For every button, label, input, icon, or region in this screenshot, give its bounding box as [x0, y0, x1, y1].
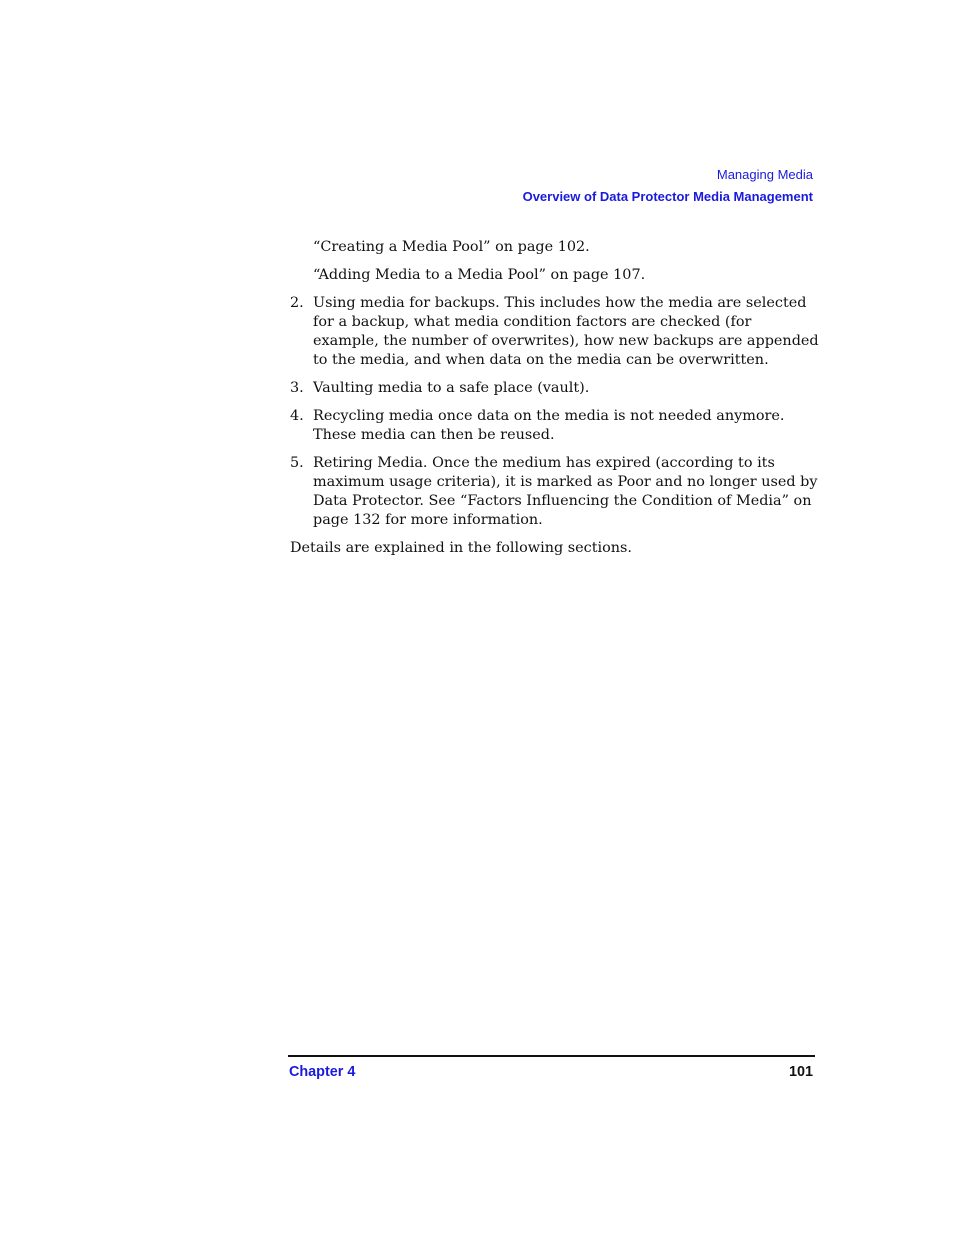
steps-list: [290, 294, 820, 530]
list-item: [290, 407, 820, 445]
header-section-title: Managing Media: [716, 167, 813, 182]
closing-paragraph: Details are explained in the following sections.: [290, 540, 632, 556]
list-item-number: 2.: [290, 295, 304, 311]
footer-divider: [288, 1055, 815, 1057]
page-body: [290, 238, 820, 558]
list-item-text: Using media for backups. This includes how the media are selected for a backup, what media condition factors are checked (for example, the number of overwrites), how new backups are appended to the media, and when data on the media can be overwritten.: [313, 295, 819, 368]
cross-reference-adding-media[interactable]: “Adding Media to a Media Pool” on page 107.: [313, 267, 646, 283]
list-item: [290, 379, 820, 398]
list-item-text: Retiring Media. Once the medium has expired (according to its maximum usage criteria), it is marked as Poor and no longer used by Data Protector. See “Factors Influencing the Condition of Media” on page 132 for more information.: [313, 455, 818, 528]
list-item-number: 5.: [290, 455, 304, 471]
header-subsection-title: Overview of Data Protector Media Management: [522, 189, 813, 204]
cross-reference-creating-media-pool[interactable]: “Creating a Media Pool” on page 102.: [313, 239, 590, 255]
list-item: [290, 294, 820, 370]
list-item-text: Vaulting media to a safe place (vault).: [313, 380, 590, 396]
running-header: [523, 166, 813, 206]
footer-chapter: Chapter 4: [289, 1064, 356, 1080]
list-item-number: 3.: [290, 380, 304, 396]
list-item-text: Recycling media once data on the media is not needed anymore. These media can then be reused.: [313, 408, 785, 443]
footer-page-number: 101: [788, 1064, 813, 1080]
list-item-number: 4.: [290, 408, 304, 424]
list-item: [290, 454, 820, 530]
